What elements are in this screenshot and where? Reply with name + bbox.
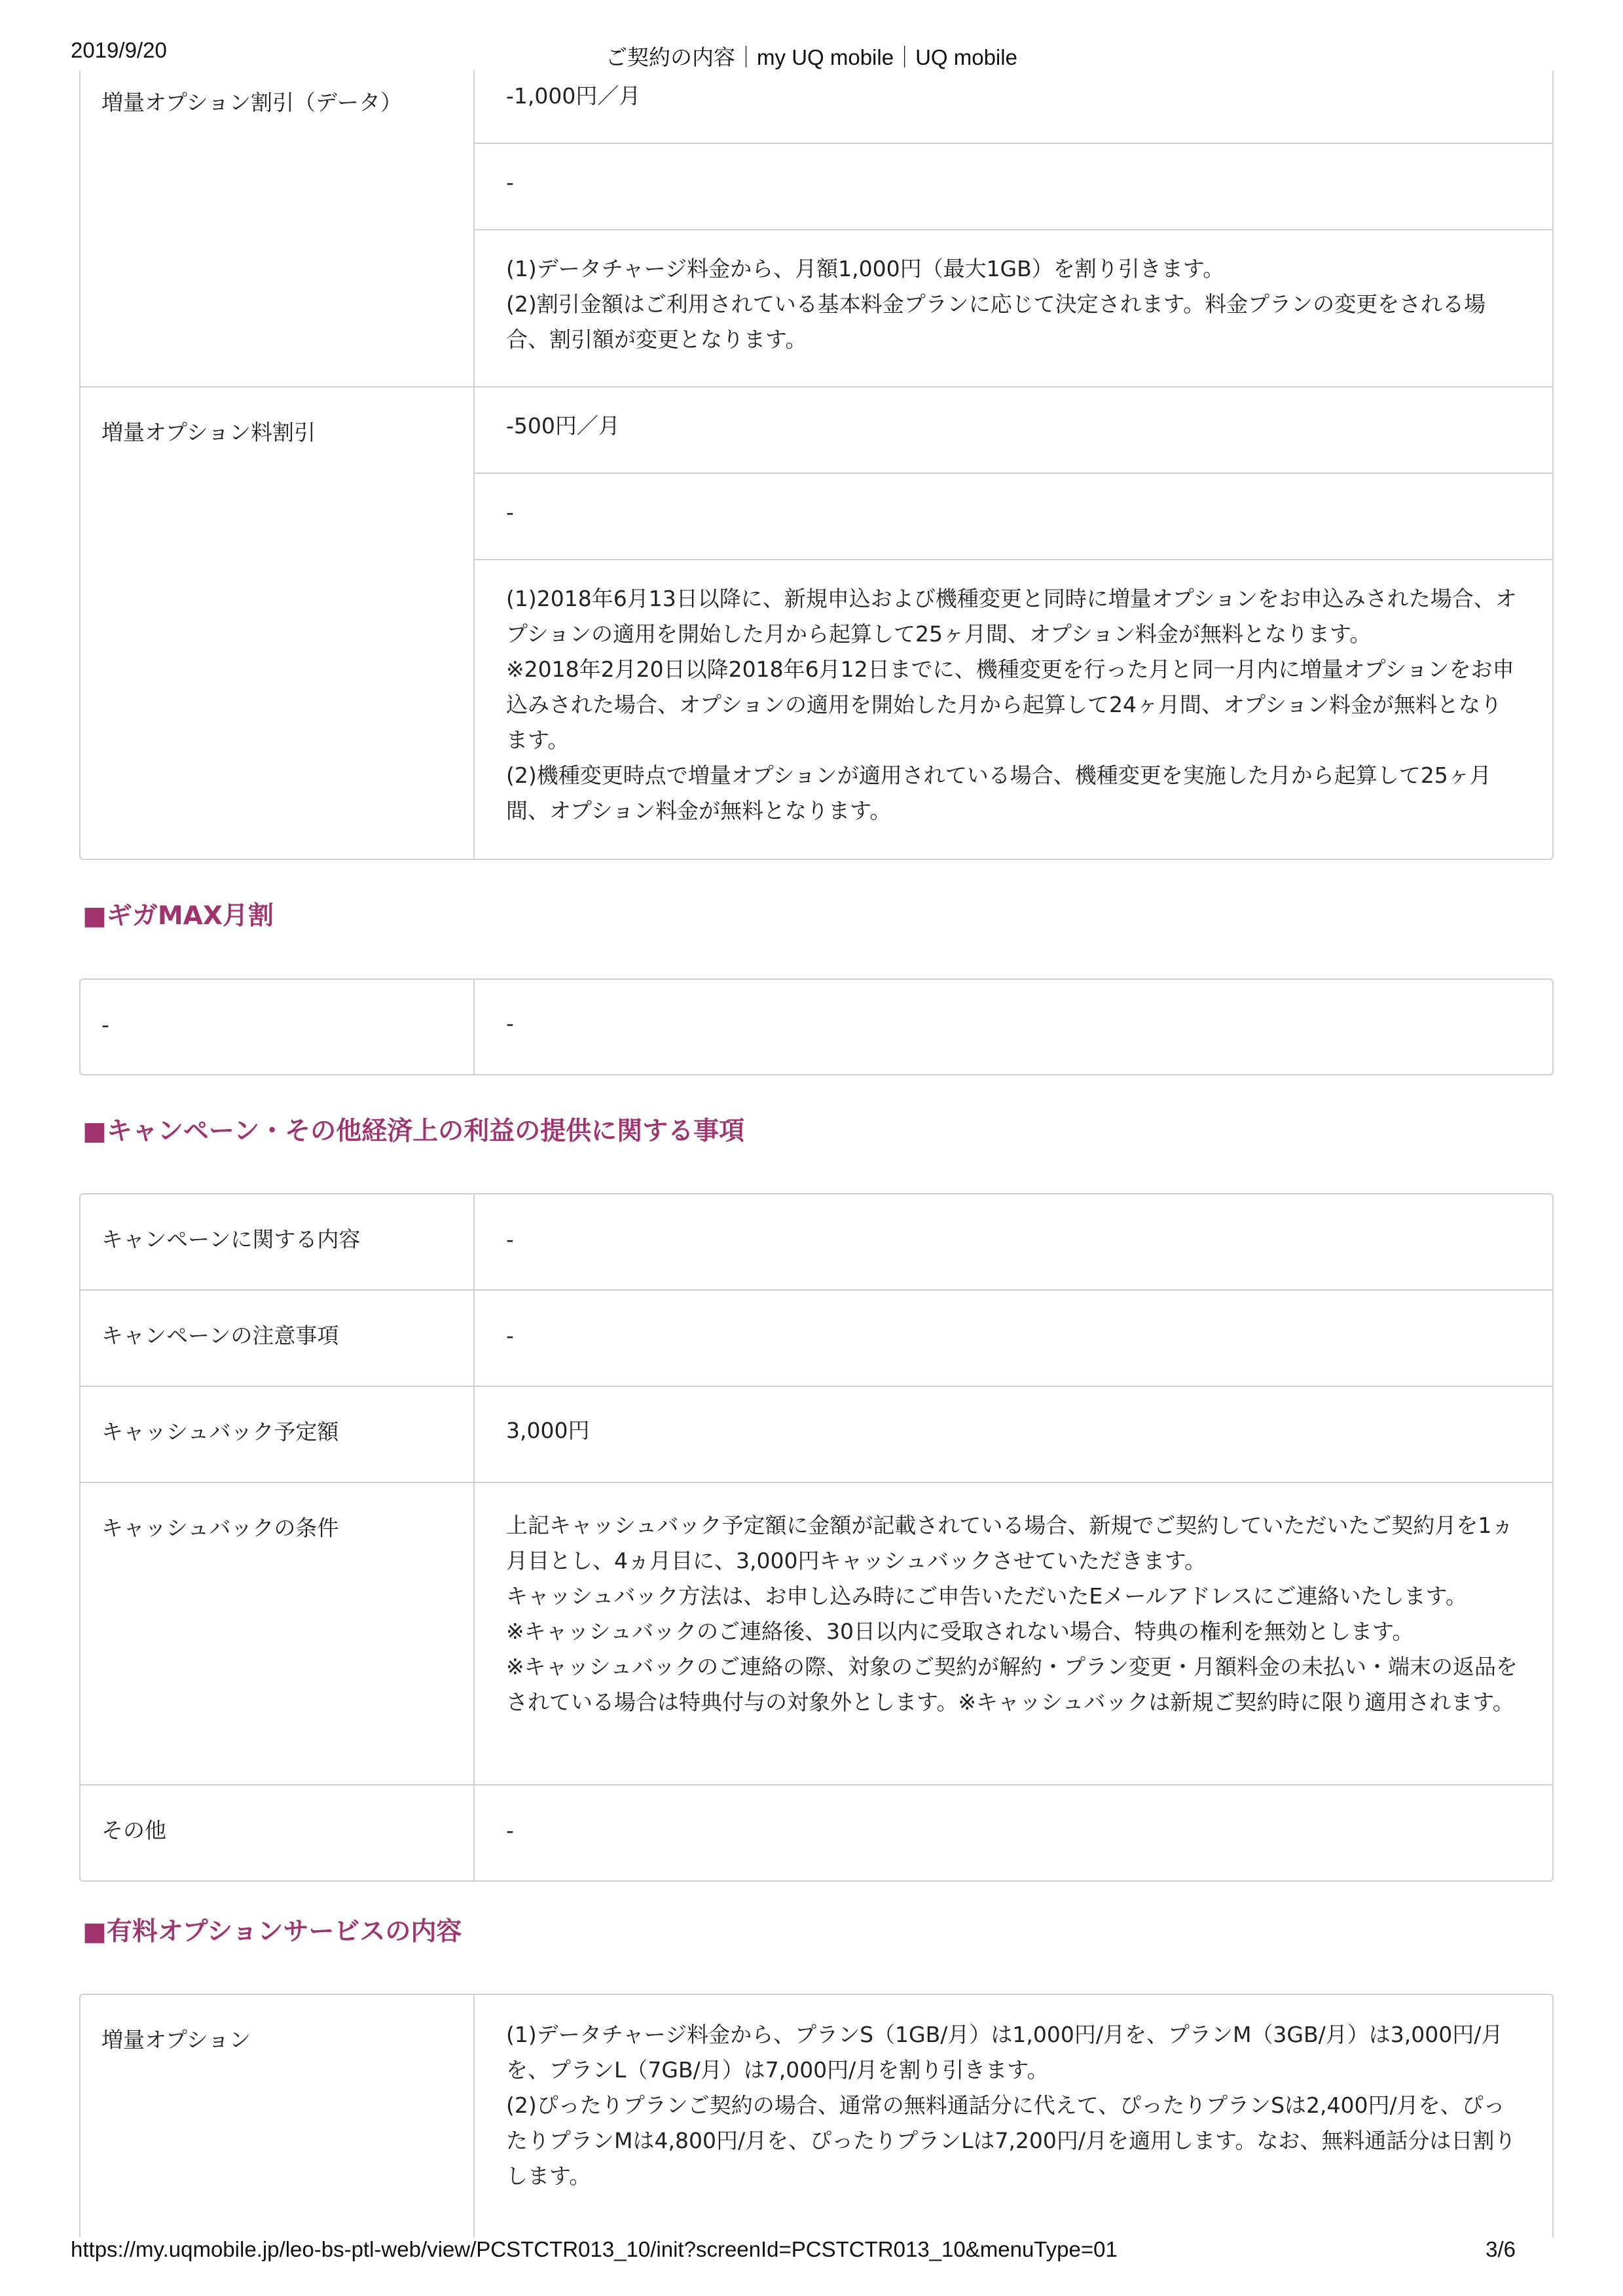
campaign-table — [79, 1193, 1554, 1882]
row-value: - — [506, 1818, 514, 1843]
row-note: (1)データチャージ料金から、月額1,000円（最大1GB）を割り引きます。 (2)割引金額はご利用されている基本料金プランに応じて決定されます。料金プランの変更をされる場合、割引額が変更となります。 — [475, 229, 1552, 386]
table-row — [81, 980, 1552, 1074]
row-label: 増量オプション — [81, 1995, 475, 2237]
print-date: 2019/9/20 — [71, 38, 167, 62]
row-value: 上記キャッシュバック予定額に金額が記載されている場合、新規でご契約していただいたご契約月を1ヵ月目とし、4ヵ月目に、3,000円キャッシュバックさせていただきます。 キャッシュバック方法は、お申し込み時にご申告いただいたEメールアドレスにご連絡いたします。 ※キャッシュバックのご連絡後、30日以内に受取されない場合、特典の権利を無効とします。 ※キャッシュバックのご連絡の際、対象のご契約が解約・プラン変更・月額料金の未払い・端末の返品をされている場合は特典付与の対象外とします。※キャッシュバックは新規ご契約時に限り適用されます。 — [506, 1513, 1518, 1715]
row-price: -500円／月 — [506, 413, 620, 439]
table-row — [81, 1995, 1552, 2237]
row-label: キャンペーンに関する内容 — [81, 1194, 475, 1289]
row-period: - — [475, 473, 1552, 559]
table-row — [81, 71, 1552, 386]
row-note: (1)2018年6月13日以降に、新規申込および機種変更と同時に増量オプションをお申込みされた場合、オプションの適用を開始した月から起算して25ヶ月間、オプション料金が無料となります。 ※2018年2月20日以降2018年6月12日までに、機種変更を行った月と同一月内に増量オプションをお申込みされた場合、オプションの適用を開始した月から起算して24ヶ月間、オプション料金が無料となります。 (2)機種変更時点で増量オプションが適用されている場合、機種変更を実施した月から起算して25ヶ月間、オプション料金が無料となります。 — [475, 559, 1552, 859]
row-value: (1)データチャージ料金から、プランS（1GB/月）は1,000円/月を、プランM（3GB/月）は3,000円/月を、プランL（7GB/月）は7,000円/月を割り引きます。 (2)ぴったりプランご契約の場合、通常の無料通話分に代えて、ぴったりプランSは2,400円/月を、ぴったりプランMは4,800円/月を、ぴったりプランLは7,200円/月を適用します。なお、無料通話分は日割りします。 — [506, 2022, 1516, 2189]
giga-max-table — [79, 978, 1554, 1075]
table-row — [81, 386, 1552, 859]
page-title: ご契約の内容｜my UQ mobile｜UQ mobile — [606, 45, 1017, 69]
row-label: 増量オプション料割引 — [81, 387, 475, 859]
row-label: - — [81, 980, 475, 1074]
row-value: - — [506, 1227, 514, 1252]
page-url: https://my.uqmobile.jp/leo-bs-ptl-web/view/PCSTCTR013_10/init?screenId=PCSTCTR013_10&menuType=01 — [71, 2237, 1118, 2261]
row-label: キャンペーンの注意事項 — [81, 1291, 475, 1386]
table-row — [81, 1386, 1552, 1482]
paid-options-table — [79, 1994, 1554, 2237]
section-heading-campaign: ■キャンペーン・その他経済上の利益の提供に関する事項 — [82, 1117, 745, 1146]
table-row — [81, 1194, 1552, 1289]
row-period: - — [475, 143, 1552, 229]
section-heading-paid-options: ■有料オプションサービスの内容 — [82, 1917, 462, 1946]
table-row — [81, 1784, 1552, 1880]
table-row — [81, 1482, 1552, 1784]
row-label: 増量オプション割引（データ） — [81, 71, 475, 386]
section-heading-giga-max: ■ギガMAX月割 — [82, 901, 274, 931]
row-label: その他 — [81, 1785, 475, 1880]
row-price: -1,000円／月 — [506, 83, 641, 109]
page-number: 3/6 — [1486, 2237, 1516, 2261]
row-label: キャッシュバックの条件 — [81, 1483, 475, 1784]
row-label: キャッシュバック予定額 — [81, 1387, 475, 1482]
discount-table — [79, 71, 1554, 860]
print-header — [71, 38, 1552, 71]
row-value: - — [506, 1323, 514, 1348]
print-footer — [71, 2237, 1552, 2270]
row-value: 3,000円 — [506, 1418, 590, 1443]
table-row — [81, 1289, 1552, 1386]
row-value: - — [506, 1011, 514, 1036]
